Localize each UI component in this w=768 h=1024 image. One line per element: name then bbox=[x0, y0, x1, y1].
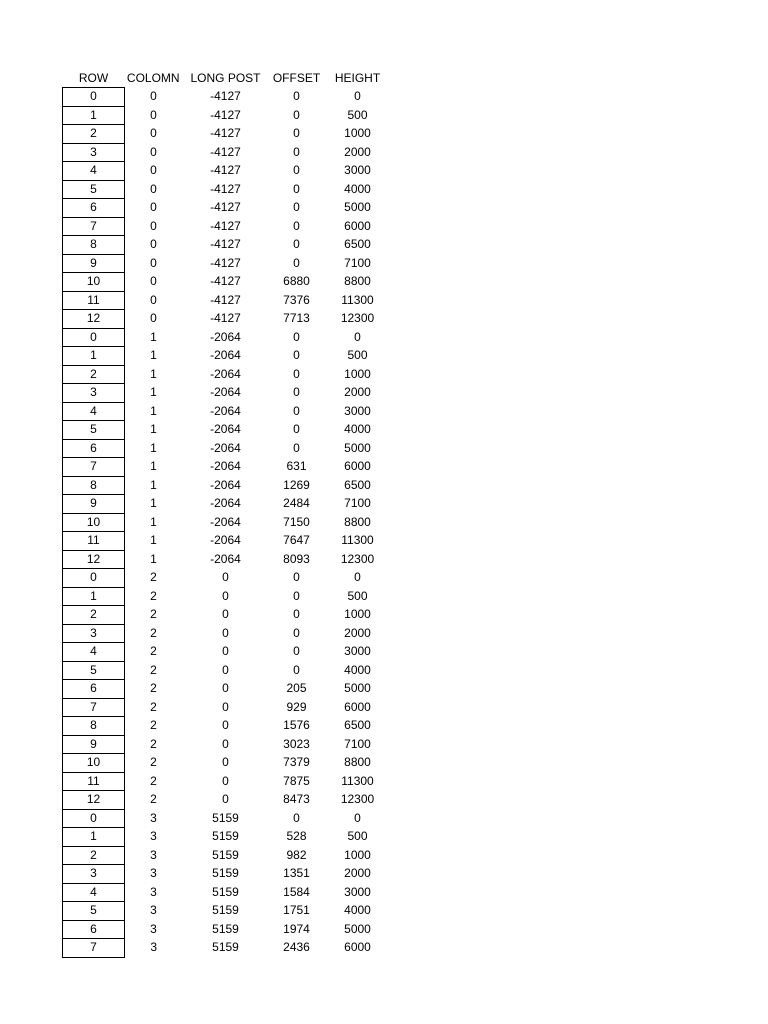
long-post-cell: 0 bbox=[222, 644, 229, 659]
long-post-cell: -2064 bbox=[210, 348, 241, 363]
height-cell: 5000 bbox=[344, 921, 371, 936]
offset-cell: 0 bbox=[293, 385, 300, 400]
long-post-cell: 5159 bbox=[212, 847, 239, 862]
colomn-cell: 2 bbox=[150, 699, 157, 714]
offset-cell: 631 bbox=[286, 459, 307, 474]
row-cell: 7 bbox=[63, 698, 125, 717]
row-cell: 4 bbox=[63, 883, 125, 902]
row-cell: 5 bbox=[63, 661, 125, 680]
table-row bbox=[63, 532, 391, 551]
table-row bbox=[63, 606, 391, 625]
row-cell: 12 bbox=[63, 310, 125, 329]
offset-cell: 982 bbox=[286, 847, 307, 862]
colomn-cell: 0 bbox=[150, 255, 157, 270]
row-cell: 10 bbox=[63, 754, 125, 773]
offset-cell: 1584 bbox=[283, 884, 310, 899]
colomn-cell: 1 bbox=[150, 514, 157, 529]
colomn-cell: 1 bbox=[150, 533, 157, 548]
table-row bbox=[63, 791, 391, 810]
long-post-cell: -2064 bbox=[210, 477, 241, 492]
table-row bbox=[63, 513, 391, 532]
table-row bbox=[63, 883, 391, 902]
table-row bbox=[63, 88, 391, 107]
height-cell: 500 bbox=[347, 348, 368, 363]
height-cell: 8800 bbox=[344, 755, 371, 770]
table-row bbox=[63, 495, 391, 514]
long-post-cell: 0 bbox=[222, 588, 229, 603]
height-cell: 7100 bbox=[344, 255, 371, 270]
height-cell: 6500 bbox=[344, 718, 371, 733]
colomn-cell: 0 bbox=[150, 163, 157, 178]
row-cell: 10 bbox=[63, 273, 125, 292]
table-row bbox=[63, 754, 391, 773]
long-post-cell: 0 bbox=[222, 755, 229, 770]
offset-cell: 2436 bbox=[283, 940, 310, 955]
colomn-cell: 0 bbox=[150, 274, 157, 289]
offset-cell: 0 bbox=[293, 218, 300, 233]
row-cell: 2 bbox=[63, 846, 125, 865]
table-row bbox=[63, 680, 391, 699]
long-post-cell: 5159 bbox=[212, 810, 239, 825]
height-cell: 1000 bbox=[344, 366, 371, 381]
height-cell: 0 bbox=[354, 570, 361, 585]
row-cell: 0 bbox=[63, 88, 125, 107]
height-cell: 2000 bbox=[344, 625, 371, 640]
height-cell: 1000 bbox=[344, 847, 371, 862]
height-cell: 5000 bbox=[344, 440, 371, 455]
row-cell: 7 bbox=[63, 939, 125, 958]
spreadsheet-page bbox=[62, 69, 391, 958]
long-post-cell: 0 bbox=[222, 773, 229, 788]
height-cell: 1000 bbox=[344, 607, 371, 622]
table-row bbox=[63, 939, 391, 958]
long-post-cell: 0 bbox=[222, 699, 229, 714]
row-cell: 9 bbox=[63, 495, 125, 514]
long-post-cell: -2064 bbox=[210, 514, 241, 529]
offset-cell: 0 bbox=[293, 403, 300, 418]
offset-cell: 0 bbox=[293, 144, 300, 159]
height-cell: 4000 bbox=[344, 903, 371, 918]
colomn-cell: 1 bbox=[150, 551, 157, 566]
offset-cell: 0 bbox=[293, 329, 300, 344]
colomn-cell: 0 bbox=[150, 218, 157, 233]
long-post-cell: 5159 bbox=[212, 829, 239, 844]
row-cell: 7 bbox=[63, 217, 125, 236]
row-cell: 3 bbox=[63, 384, 125, 403]
colomn-cell: 2 bbox=[150, 792, 157, 807]
height-cell: 6500 bbox=[344, 237, 371, 252]
long-post-cell: -2064 bbox=[210, 329, 241, 344]
height-cell: 0 bbox=[354, 810, 361, 825]
height-cell: 7100 bbox=[344, 736, 371, 751]
colomn-cell: 3 bbox=[150, 866, 157, 881]
height-cell: 12300 bbox=[340, 311, 375, 326]
colomn-cell: 1 bbox=[150, 385, 157, 400]
colomn-cell: 2 bbox=[150, 773, 157, 788]
table-row bbox=[63, 587, 391, 606]
colomn-cell: 0 bbox=[150, 292, 157, 307]
table-row bbox=[63, 772, 391, 791]
table-row bbox=[63, 125, 391, 144]
long-post-cell: -4127 bbox=[210, 311, 241, 326]
header-colomn: COLOMN bbox=[126, 71, 180, 86]
long-post-cell: -4127 bbox=[210, 274, 241, 289]
header-height: HEIGHT bbox=[334, 71, 381, 86]
long-post-cell: -4127 bbox=[210, 292, 241, 307]
row-cell: 1 bbox=[63, 828, 125, 847]
height-cell: 11300 bbox=[341, 773, 374, 788]
offset-cell: 929 bbox=[286, 699, 307, 714]
colomn-cell: 1 bbox=[150, 496, 157, 511]
table-row bbox=[63, 920, 391, 939]
offset-cell: 0 bbox=[293, 810, 300, 825]
height-cell: 4000 bbox=[344, 662, 371, 677]
offset-cell: 0 bbox=[293, 607, 300, 622]
offset-cell: 0 bbox=[293, 570, 300, 585]
row-cell: 2 bbox=[63, 125, 125, 144]
offset-cell: 0 bbox=[293, 200, 300, 215]
row-cell: 6 bbox=[63, 680, 125, 699]
row-cell: 1 bbox=[63, 106, 125, 125]
height-cell: 4000 bbox=[344, 181, 371, 196]
colomn-cell: 1 bbox=[150, 348, 157, 363]
colomn-cell: 0 bbox=[150, 126, 157, 141]
height-cell: 500 bbox=[347, 588, 368, 603]
table-row bbox=[63, 902, 391, 921]
row-cell: 8 bbox=[63, 717, 125, 736]
offset-cell: 8093 bbox=[283, 551, 310, 566]
row-cell: 5 bbox=[63, 421, 125, 440]
height-cell: 3000 bbox=[344, 163, 371, 178]
colomn-cell: 3 bbox=[150, 903, 157, 918]
offset-cell: 0 bbox=[293, 625, 300, 640]
offset-cell: 7875 bbox=[283, 773, 310, 788]
long-post-cell: -2064 bbox=[210, 533, 241, 548]
long-post-cell: 5159 bbox=[212, 884, 239, 899]
data-table bbox=[62, 69, 391, 958]
colomn-cell: 0 bbox=[150, 144, 157, 159]
long-post-cell: -4127 bbox=[210, 218, 241, 233]
offset-cell: 0 bbox=[293, 348, 300, 363]
colomn-cell: 3 bbox=[150, 940, 158, 955]
colomn-cell: 2 bbox=[150, 644, 157, 659]
long-post-cell: -4127 bbox=[210, 89, 241, 104]
colomn-cell: 1 bbox=[150, 403, 157, 418]
long-post-cell: -2064 bbox=[210, 403, 241, 418]
row-cell: 7 bbox=[63, 458, 125, 477]
row-cell: 11 bbox=[63, 532, 125, 551]
row-cell: 0 bbox=[63, 328, 125, 347]
row-cell: 12 bbox=[63, 550, 125, 569]
row-cell: 2 bbox=[63, 606, 125, 625]
height-cell: 7100 bbox=[344, 496, 371, 511]
offset-cell: 8473 bbox=[283, 792, 310, 807]
offset-cell: 6880 bbox=[283, 274, 310, 289]
offset-cell: 0 bbox=[293, 644, 300, 659]
table-row bbox=[63, 402, 391, 421]
row-cell: 3 bbox=[63, 143, 125, 162]
height-cell: 6000 bbox=[344, 459, 371, 474]
row-cell: 8 bbox=[63, 476, 125, 495]
colomn-cell: 0 bbox=[150, 200, 157, 215]
long-post-cell: -4127 bbox=[210, 144, 241, 159]
offset-cell: 0 bbox=[293, 366, 300, 381]
row-cell: 1 bbox=[63, 347, 125, 366]
table-row bbox=[63, 162, 391, 181]
height-cell: 12300 bbox=[340, 792, 375, 807]
table-row bbox=[63, 310, 391, 329]
offset-cell: 7713 bbox=[283, 311, 310, 326]
colomn-cell: 0 bbox=[150, 181, 157, 196]
offset-cell: 7647 bbox=[283, 533, 310, 548]
long-post-cell: 5159 bbox=[212, 903, 239, 918]
offset-cell: 7379 bbox=[283, 755, 310, 770]
table-header bbox=[63, 69, 391, 88]
table-row bbox=[63, 569, 391, 588]
long-post-cell: 0 bbox=[222, 736, 229, 751]
offset-cell: 7376 bbox=[283, 292, 310, 307]
colomn-cell: 1 bbox=[150, 477, 157, 492]
row-cell: 4 bbox=[63, 402, 125, 421]
colomn-cell: 2 bbox=[150, 681, 157, 696]
height-cell: 4000 bbox=[344, 422, 371, 437]
table-body bbox=[63, 88, 391, 958]
offset-cell: 0 bbox=[293, 662, 300, 677]
row-cell: 6 bbox=[63, 920, 125, 939]
colomn-cell: 1 bbox=[150, 459, 157, 474]
long-post-cell: -4127 bbox=[210, 126, 241, 141]
height-cell: 6000 bbox=[344, 218, 371, 233]
row-cell: 3 bbox=[63, 865, 125, 884]
long-post-cell: -2064 bbox=[210, 496, 241, 511]
height-cell: 2000 bbox=[344, 866, 371, 881]
row-cell: 10 bbox=[63, 513, 125, 532]
height-cell: 11300 bbox=[341, 292, 374, 307]
colomn-cell: 3 bbox=[150, 921, 157, 936]
table-row bbox=[63, 365, 391, 384]
table-row bbox=[63, 143, 391, 162]
offset-cell: 1974 bbox=[283, 921, 310, 936]
long-post-cell: -2064 bbox=[210, 366, 241, 381]
offset-cell: 1351 bbox=[283, 866, 310, 881]
offset-cell: 528 bbox=[286, 829, 307, 844]
row-cell: 12 bbox=[63, 791, 125, 810]
long-post-cell: 0 bbox=[222, 792, 229, 807]
colomn-cell: 0 bbox=[150, 237, 157, 252]
height-cell: 11300 bbox=[341, 533, 374, 548]
table-row bbox=[63, 476, 391, 495]
offset-cell: 0 bbox=[293, 163, 300, 178]
table-row bbox=[63, 717, 391, 736]
row-cell: 0 bbox=[63, 809, 125, 828]
long-post-cell: 5159 bbox=[212, 940, 239, 955]
table-row bbox=[63, 735, 391, 754]
table-row bbox=[63, 328, 391, 347]
colomn-cell: 2 bbox=[150, 570, 157, 585]
table-row bbox=[63, 661, 391, 680]
colomn-cell: 2 bbox=[150, 588, 157, 603]
long-post-cell: 0 bbox=[222, 681, 229, 696]
offset-cell: 0 bbox=[293, 440, 300, 455]
colomn-cell: 2 bbox=[150, 625, 157, 640]
row-cell: 3 bbox=[63, 624, 125, 643]
colomn-cell: 2 bbox=[150, 736, 157, 751]
table-row bbox=[63, 291, 391, 310]
offset-cell: 1269 bbox=[283, 477, 310, 492]
long-post-cell: 0 bbox=[222, 570, 229, 585]
row-cell: 11 bbox=[63, 291, 125, 310]
offset-cell: 0 bbox=[293, 126, 300, 141]
offset-cell: 1576 bbox=[283, 718, 310, 733]
row-cell: 6 bbox=[63, 439, 125, 458]
table-row bbox=[63, 236, 391, 255]
offset-cell: 7150 bbox=[283, 514, 310, 529]
table-row bbox=[63, 624, 391, 643]
table-row bbox=[63, 846, 391, 865]
table-row bbox=[63, 865, 391, 884]
offset-cell: 0 bbox=[293, 237, 300, 252]
colomn-cell: 0 bbox=[150, 311, 157, 326]
row-cell: 1 bbox=[63, 587, 125, 606]
table-row bbox=[63, 199, 391, 218]
offset-cell: 1751 bbox=[283, 903, 310, 918]
colomn-cell: 1 bbox=[150, 422, 157, 437]
table-row bbox=[63, 550, 391, 569]
offset-cell: 2484 bbox=[283, 496, 310, 511]
table-row bbox=[63, 180, 391, 199]
offset-cell: 0 bbox=[293, 181, 300, 196]
table-row bbox=[63, 384, 391, 403]
height-cell: 6000 bbox=[344, 699, 371, 714]
row-cell: 9 bbox=[63, 735, 125, 754]
height-cell: 8800 bbox=[344, 514, 371, 529]
offset-cell: 205 bbox=[286, 681, 307, 696]
colomn-cell: 1 bbox=[150, 440, 157, 455]
offset-cell: 3023 bbox=[283, 736, 310, 751]
height-cell: 3000 bbox=[344, 644, 371, 659]
long-post-cell: -4127 bbox=[210, 107, 241, 122]
table-row bbox=[63, 106, 391, 125]
colomn-cell: 2 bbox=[150, 718, 157, 733]
height-cell: 2000 bbox=[344, 144, 371, 159]
long-post-cell: -2064 bbox=[210, 422, 241, 437]
row-cell: 2 bbox=[63, 365, 125, 384]
height-cell: 500 bbox=[347, 829, 368, 844]
header-offset: OFFSET bbox=[272, 71, 321, 86]
offset-cell: 0 bbox=[293, 107, 300, 122]
row-cell: 11 bbox=[63, 772, 125, 791]
colomn-cell: 1 bbox=[150, 366, 157, 381]
long-post-cell: 5159 bbox=[212, 921, 239, 936]
colomn-cell: 2 bbox=[150, 755, 157, 770]
long-post-cell: 0 bbox=[222, 662, 229, 677]
row-cell: 4 bbox=[63, 162, 125, 181]
row-cell: 6 bbox=[63, 199, 125, 218]
row-cell: 5 bbox=[63, 902, 125, 921]
colomn-cell: 0 bbox=[150, 89, 157, 104]
height-cell: 6500 bbox=[344, 477, 371, 492]
colomn-cell: 1 bbox=[150, 329, 157, 344]
table-row bbox=[63, 439, 391, 458]
colomn-cell: 2 bbox=[150, 607, 157, 622]
table-row bbox=[63, 809, 391, 828]
long-post-cell: -2064 bbox=[210, 440, 241, 455]
colomn-cell: 2 bbox=[150, 662, 157, 677]
table-row bbox=[63, 347, 391, 366]
height-cell: 3000 bbox=[344, 884, 371, 899]
height-cell: 8800 bbox=[344, 274, 371, 289]
long-post-cell: -4127 bbox=[210, 181, 241, 196]
row-cell: 4 bbox=[63, 643, 125, 662]
table-row bbox=[63, 458, 391, 477]
height-cell: 0 bbox=[354, 89, 361, 104]
table-row bbox=[63, 828, 391, 847]
height-cell: 12300 bbox=[340, 551, 375, 566]
height-cell: 500 bbox=[347, 107, 368, 122]
height-cell: 5000 bbox=[344, 200, 371, 215]
header-row bbox=[63, 69, 391, 88]
colomn-cell: 3 bbox=[150, 847, 157, 862]
row-cell: 5 bbox=[63, 180, 125, 199]
table-row bbox=[63, 217, 391, 236]
offset-cell: 0 bbox=[293, 588, 300, 603]
table-row bbox=[63, 421, 391, 440]
header-long-post: LONG POST bbox=[190, 71, 261, 86]
height-cell: 0 bbox=[354, 329, 361, 344]
long-post-cell: 0 bbox=[222, 607, 229, 622]
offset-cell: 0 bbox=[293, 255, 300, 270]
long-post-cell: -2064 bbox=[210, 459, 241, 474]
height-cell: 2000 bbox=[344, 385, 371, 400]
long-post-cell: -4127 bbox=[210, 200, 241, 215]
long-post-cell: -4127 bbox=[210, 237, 241, 252]
long-post-cell: 5159 bbox=[212, 866, 239, 881]
height-cell: 1000 bbox=[344, 126, 371, 141]
colomn-cell: 3 bbox=[150, 810, 157, 825]
long-post-cell: 0 bbox=[222, 718, 229, 733]
offset-cell: 0 bbox=[293, 422, 300, 437]
long-post-cell: -2064 bbox=[210, 551, 241, 566]
table-row bbox=[63, 254, 391, 273]
table-row bbox=[63, 643, 391, 662]
height-cell: 6000 bbox=[344, 940, 371, 955]
table-row bbox=[63, 698, 391, 717]
header-row-label: ROW bbox=[78, 71, 109, 85]
table-row bbox=[63, 273, 391, 292]
colomn-cell: 3 bbox=[150, 884, 157, 899]
colomn-cell: 3 bbox=[150, 829, 157, 844]
row-cell: 9 bbox=[63, 254, 125, 273]
height-cell: 5000 bbox=[344, 681, 371, 696]
row-cell: 0 bbox=[63, 569, 125, 588]
long-post-cell: -2064 bbox=[210, 385, 241, 400]
long-post-cell: 0 bbox=[222, 625, 229, 640]
long-post-cell: -4127 bbox=[210, 255, 241, 270]
long-post-cell: -4127 bbox=[210, 163, 241, 178]
offset-cell: 0 bbox=[293, 89, 300, 104]
colomn-cell: 0 bbox=[150, 107, 157, 122]
height-cell: 3000 bbox=[344, 403, 371, 418]
row-cell: 8 bbox=[63, 236, 125, 255]
